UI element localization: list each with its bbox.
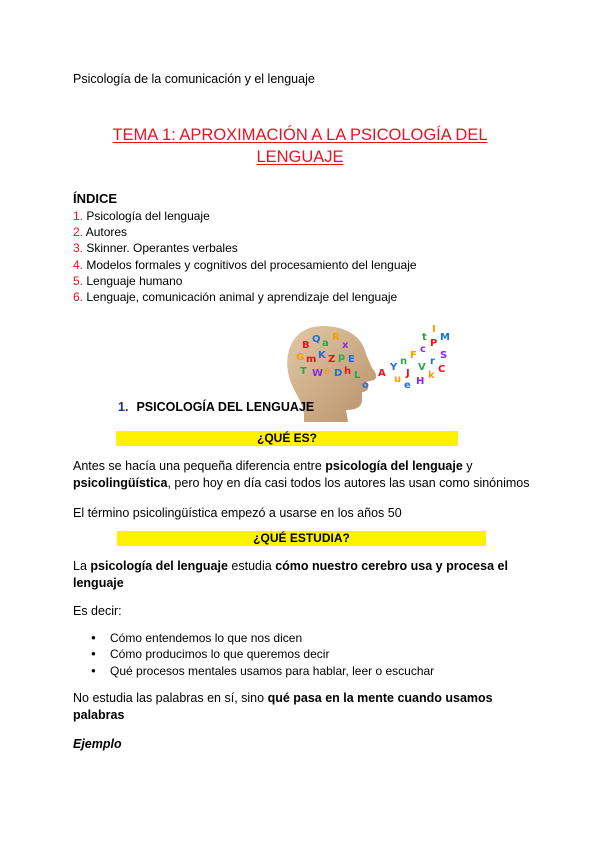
paragraph-definition — [73, 558, 533, 592]
svg-text:V: V — [418, 362, 426, 373]
svg-text:R: R — [332, 332, 340, 343]
index-item-text: Lenguaje, comunicación animal y aprendizaje del lenguaje — [83, 290, 398, 305]
svg-text:A: A — [378, 368, 386, 379]
svg-text:W: W — [312, 368, 324, 379]
list-item: ● Cómo entendemos lo que nos dicen — [91, 630, 434, 646]
svg-text:H: H — [416, 376, 425, 387]
svg-text:F: F — [410, 350, 417, 361]
title-line-1: TEMA 1: APROXIMACIÓN A LA PSICOLOGÍA DEL — [112, 126, 488, 144]
text-span: No estudia las palabras en sí, sino — [73, 691, 268, 705]
svg-text:t: t — [422, 332, 427, 343]
bold-term: cómo nuestro cerebro usa y procesa el lenguaje — [73, 559, 508, 590]
svg-text:r: r — [430, 356, 435, 367]
text-span: , pero hoy en día casi todos los autores las usan como sinónimos — [167, 476, 530, 490]
svg-text:n: n — [400, 356, 408, 367]
text-span: estudia — [227, 559, 276, 573]
index-item-text: Psicología del lenguaje — [83, 209, 210, 223]
svg-text:L: L — [354, 370, 361, 381]
paragraph-origin: El término psicolingüística empezó a usarse en los años 50 — [73, 506, 402, 520]
svg-text:x: x — [342, 340, 349, 351]
svg-text:Q: Q — [312, 334, 321, 345]
index-item — [73, 240, 417, 256]
svg-text:K: K — [318, 350, 326, 361]
highlight-que-es: ¿QUÉ ES? — [116, 431, 458, 446]
paragraph-intro — [73, 458, 533, 492]
list-item: ● Cómo producimos lo que queremos decir — [91, 646, 434, 662]
svg-text:P: P — [430, 338, 438, 349]
index-item-number: 6. — [73, 290, 84, 305]
index-item — [73, 257, 417, 273]
highlight-que-estudia: ¿QUÉ ESTUDIA? — [117, 531, 486, 546]
svg-text:a: a — [322, 338, 329, 349]
section-heading — [118, 400, 314, 414]
index-item-number: 3. — [73, 241, 84, 256]
svg-text:I: I — [432, 324, 436, 335]
bullet-list — [91, 630, 434, 679]
index-item-number: 4. — [73, 257, 84, 272]
index-item-text: Lenguaje humano — [83, 273, 183, 288]
svg-text:M: M — [440, 332, 450, 343]
svg-text:s: s — [324, 366, 330, 377]
svg-text:e: e — [404, 380, 411, 391]
svg-text:c: c — [420, 344, 426, 355]
svg-text:T: T — [300, 366, 307, 377]
index-item-number: 2. — [73, 225, 84, 240]
svg-text:Z: Z — [328, 354, 336, 365]
index-heading: ÍNDICE — [73, 191, 118, 206]
index-item — [73, 224, 417, 240]
svg-text:D: D — [334, 368, 343, 379]
text-span: y — [462, 459, 473, 473]
text-span: La — [73, 559, 91, 573]
index-item-number: 5. — [73, 273, 84, 288]
svg-text:p: p — [338, 352, 346, 363]
svg-text:B: B — [302, 340, 310, 351]
index-item-text: Autores — [83, 225, 128, 240]
bold-term: psicolingüística — [73, 476, 168, 490]
title-line-2: LENGUAJE — [256, 148, 344, 166]
svg-text:k: k — [428, 370, 435, 381]
svg-text:E: E — [348, 354, 355, 365]
index-item-text: Modelos formales y cognitivos del procesamiento del lenguaje — [83, 257, 417, 272]
svg-text:C: C — [438, 364, 446, 375]
svg-text:h: h — [344, 366, 352, 377]
list-item: ● Qué procesos mentales usamos para hablar, leer o escuchar — [91, 663, 434, 679]
document-subject: Psicología de la comunicación y el lenguaje — [73, 72, 315, 86]
index-item — [73, 208, 417, 224]
svg-text:u: u — [394, 374, 402, 385]
svg-text:S: S — [440, 350, 448, 361]
paragraph-conclusion — [73, 690, 533, 724]
section-title: PSICOLOGÍA DEL LENGUAJE — [136, 400, 315, 414]
section-number: 1. — [118, 400, 129, 414]
svg-text:o: o — [362, 380, 369, 391]
bold-term: qué pasa en la mente cuando usamos palabras — [73, 691, 493, 722]
svg-text:G: G — [296, 352, 305, 363]
index-list — [73, 208, 417, 305]
index-item — [73, 289, 417, 305]
svg-text:Y: Y — [390, 362, 398, 373]
svg-text:J: J — [406, 368, 410, 379]
svg-text:m: m — [306, 354, 317, 365]
index-item-text: Skinner. Operantes verbales — [83, 241, 238, 256]
text-span: Antes se hacía una pequeña diferencia entre — [73, 459, 326, 473]
bold-term: psicología del lenguaje — [325, 459, 463, 473]
index-item — [73, 273, 417, 289]
example-label: Ejemplo — [73, 737, 122, 751]
page-title — [60, 124, 540, 168]
paragraph-es-decir: Es decir: — [73, 604, 122, 618]
bold-term: psicología del lenguaje — [90, 559, 228, 573]
index-item-number: 1. — [73, 209, 84, 223]
